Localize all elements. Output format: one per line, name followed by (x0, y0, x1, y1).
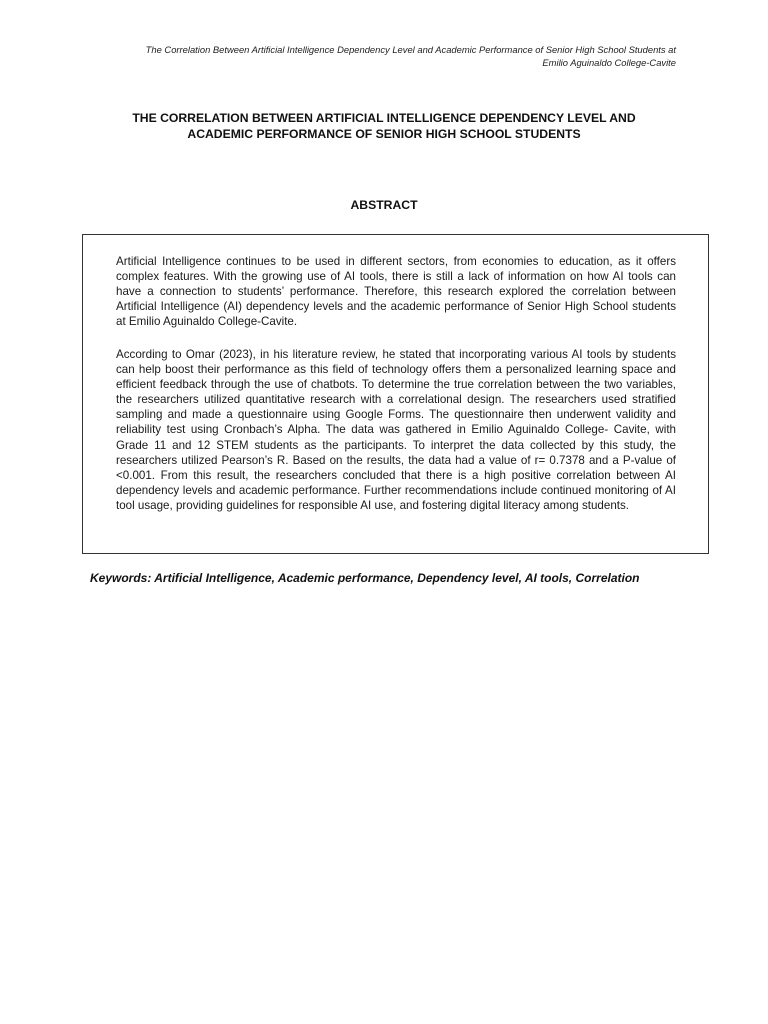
abstract-paragraph-2: According to Omar (2023), in his literature review, he stated that incorporating various AI tools by students can help boost their performance as this field of technology offers them a personalized learning space and efficient feedback through the use of chatbots. To determine the true correlation between the two variables, the researchers utilized quantitative research with a correlational design. The researchers used stratified sampling and made a questionnaire using Google Forms. The questionnaire then underwent validity and reliability test using Cronbach’s Alpha. The data was gathered in Emilio Aguinaldo College- Cavite, with Grade 11 and 12 STEM students as the participants. To interpret the data collected by this study, the researchers utilized Pearson’s R. Based on the results, the data had a value of r= 0.7378 and a P-value of <0.001. From this result, the researchers concluded that there is a high positive correlation between AI dependency levels and academic performance. Further recommendations include continued monitoring of AI tool usage, providing guidelines for responsible AI use, and fostering digital literacy among students. (116, 348, 676, 512)
paper-title-line-1: THE CORRELATION BETWEEN ARTIFICIAL INTELLIGENCE DEPENDENCY LEVEL AND (132, 111, 636, 125)
running-header-line-2: Emilio Aguinaldo College-Cavite (542, 56, 676, 68)
abstract-box (82, 234, 709, 554)
running-header-line-1: The Correlation Between Artificial Intelligence Dependency Level and Academic Performance of Senior High School Students at (145, 44, 676, 55)
paper-title (84, 110, 684, 142)
running-header (56, 44, 676, 69)
keywords-line: Keywords: Artificial Intelligence, Academic performance, Dependency level, AI tools, Correlation (90, 571, 640, 585)
abstract-paragraph-1: Artificial Intelligence continues to be used in different sectors, from economies to education, as it offers complex features. With the growing use of AI tools, there is still a lack of information on how AI tools can have a connection to students’ performance. Therefore, this research explored the correlation between Artificial Intelligence (AI) dependency levels and the academic performance of Senior High School students at Emilio Aguinaldo College-Cavite. (116, 255, 676, 329)
paper-title-line-2: ACADEMIC PERFORMANCE OF SENIOR HIGH SCHOOL STUDENTS (187, 127, 581, 141)
abstract-heading: ABSTRACT (350, 198, 418, 212)
